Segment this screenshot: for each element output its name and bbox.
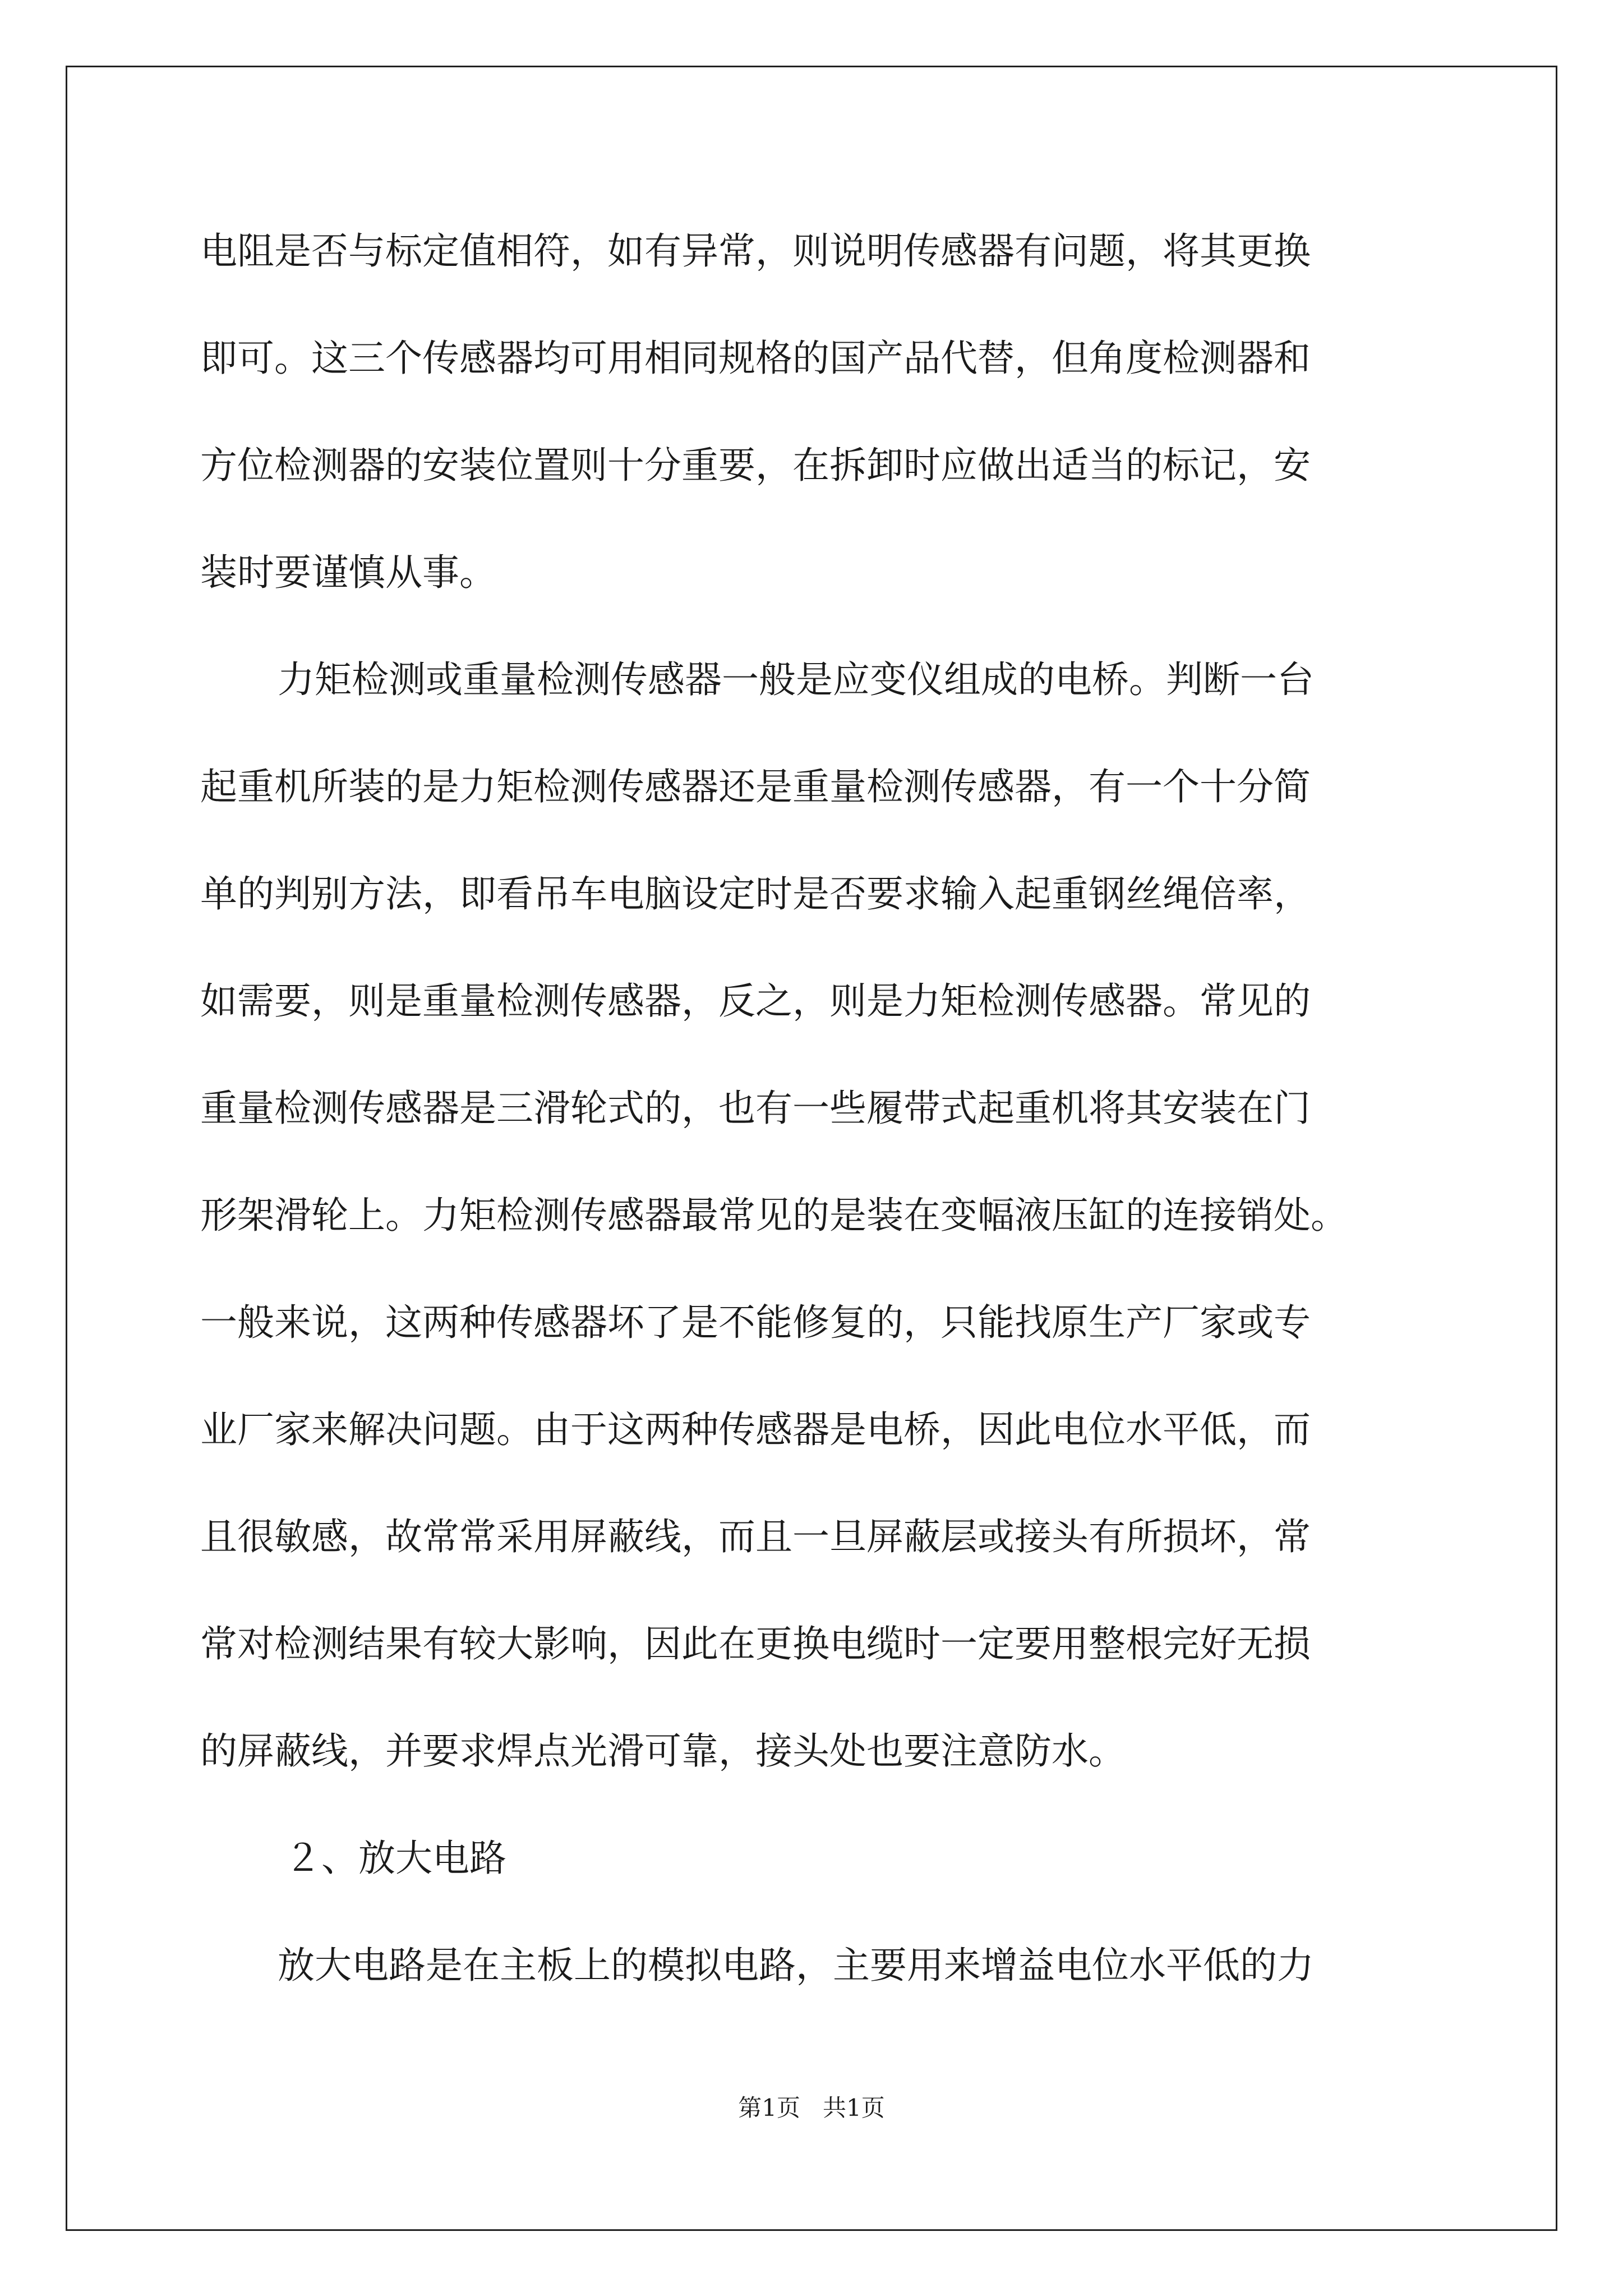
page-number: 第1页 (738, 2094, 800, 2122)
text-line-10: 形架滑轮上。力矩检测传感器最常见的是装在变幅液压缸的连接销处。 (200, 1194, 1348, 1237)
text-line-8: 如需要，则是重量检测传感器，反之，则是力矩检测传感器。常见的 (200, 979, 1311, 1023)
page-footer (0, 2090, 1623, 2123)
text-line-5: 力矩检测或重量检测传感器一般是应变仪组成的电桥。判断一台 (278, 658, 1314, 701)
text-line-3: 方位检测器的安装位置则十分重要，在拆卸时应做出适当的标记，安 (200, 444, 1311, 487)
text-line-9: 重量检测传感器是三滑轮式的，也有一些履带式起重机将其安装在门 (200, 1087, 1311, 1130)
page-total: 共1页 (823, 2094, 885, 2122)
text-line-11: 一般来说，这两种传感器坏了是不能修复的，只能找原生产厂家或专 (200, 1301, 1311, 1344)
text-line-15: 的屏蔽线，并要求焊点光滑可靠，接头处也要注意防水。 (200, 1729, 1126, 1773)
text-line-7: 单的判别方法，即看吊车电脑设定时是否要求输入起重钢丝绳倍率， (200, 872, 1311, 915)
section-heading: ２、放大电路 (284, 1837, 506, 1880)
text-line-13: 且很敏感，故常常采用屏蔽线，而且一旦屏蔽层或接头有所损坏，常 (200, 1515, 1311, 1558)
text-line-2: 即可。这三个传感器均可用相同规格的国产品代替，但角度检测器和 (200, 337, 1311, 380)
text-line-1: 电阻是否与标定值相符，如有异常，则说明传感器有问题，将其更换 (200, 229, 1311, 273)
text-line-6: 起重机所装的是力矩检测传感器还是重量检测传感器，有一个十分简 (200, 765, 1311, 808)
text-line-17: 放大电路是在主板上的模拟电路，主要用来增益电位水平低的力 (278, 1944, 1314, 1987)
text-line-12: 业厂家来解决问题。由于这两种传感器是电桥，因此电位水平低，而 (200, 1408, 1311, 1451)
text-line-4: 装时要谨慎从事。 (200, 551, 496, 594)
text-line-14: 常对检测结果有较大影响，因此在更换电缆时一定要用整根完好无损 (200, 1622, 1311, 1665)
document-body (200, 201, 1434, 2022)
